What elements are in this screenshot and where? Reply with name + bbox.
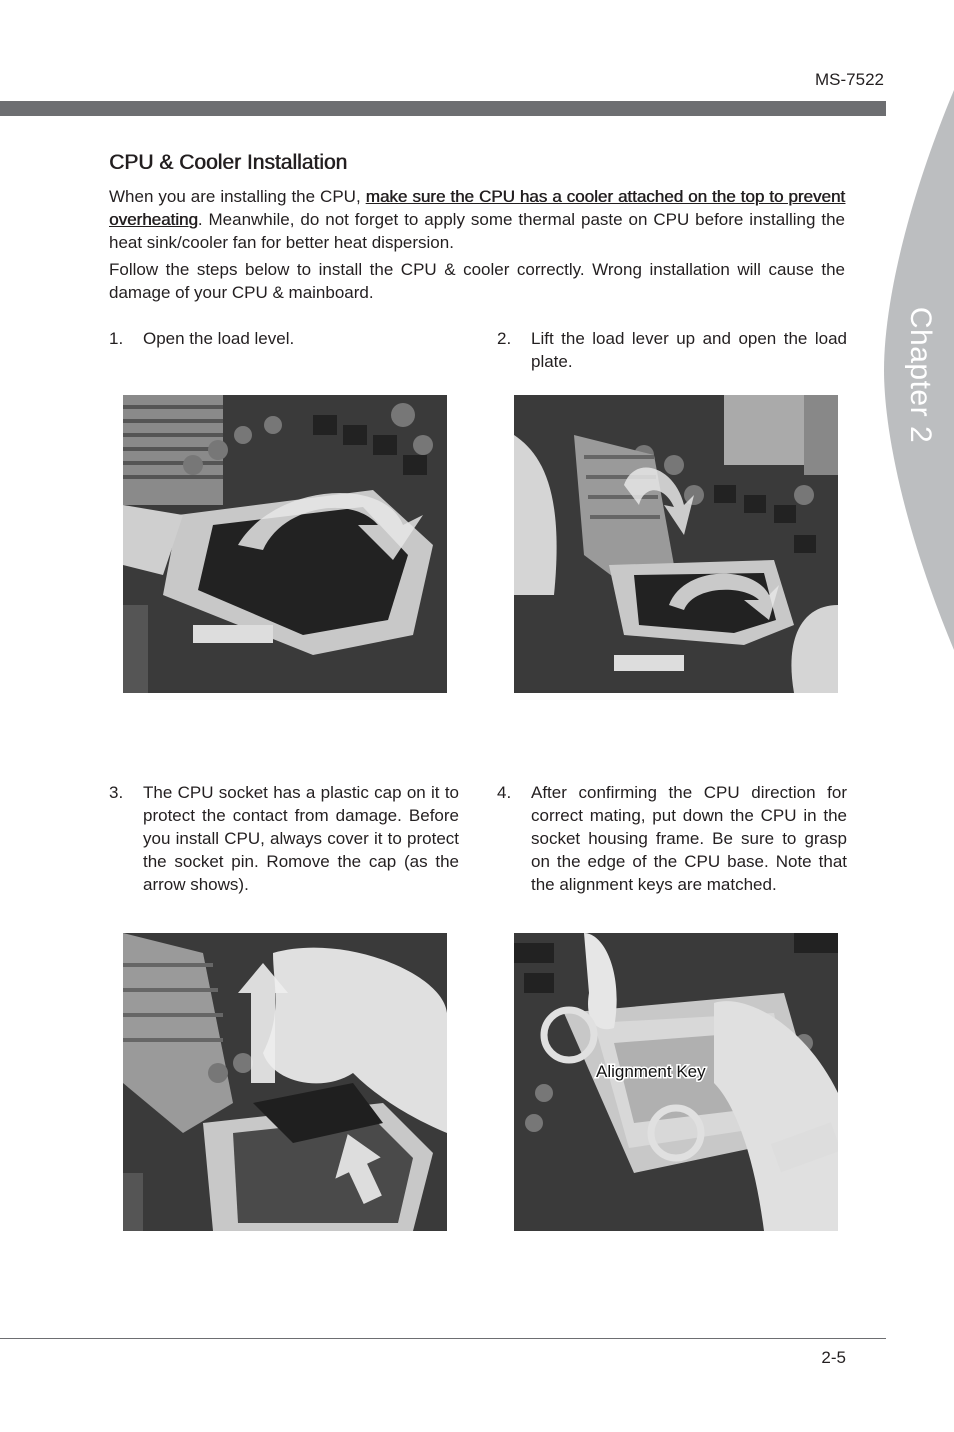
- alignment-key-label: Alignment Key: [596, 1062, 706, 1081]
- follow-paragraph: Follow the steps below to install the CPU & cooler correctly. Wrong installation will cause the damage of your CPU & mainboard.: [109, 260, 845, 302]
- intro-after: . Meanwhile, do not forget to apply some thermal paste on CPU before installing the heat sink/cooler fan for better heat dispersion.: [109, 210, 845, 252]
- photo-remove-socket-cap: [123, 933, 447, 1231]
- chapter-label: [890, 300, 950, 450]
- step-number: 4.: [497, 783, 512, 802]
- step-text: After confirming the CPU direction for correct mating, put down the CPU in the socket housing frame. Be sure to grasp on the edge of the CPU base. Note that the alignment keys are matched.: [531, 783, 847, 894]
- step-number: 1.: [109, 329, 124, 348]
- intro-emphasis: make sure the CPU has a cooler attached on the top to prevent overheating: [109, 187, 845, 229]
- photo-lift-load-lever: [514, 395, 838, 693]
- step-4: [497, 781, 847, 896]
- step-text: Open the load level.: [143, 329, 295, 348]
- footer-rule: [0, 1338, 886, 1339]
- step-text: Lift the load lever up and open the load plate.: [531, 329, 847, 371]
- model-number: MS-7522: [815, 70, 884, 89]
- intro-paragraph: [109, 185, 845, 254]
- photo-open-load-lever: [123, 395, 447, 693]
- photo-place-cpu: [514, 933, 838, 1231]
- step-number: 3.: [109, 783, 124, 802]
- header-bar: [0, 101, 886, 116]
- step-number: 2.: [497, 329, 512, 348]
- step-2: [497, 327, 847, 373]
- step-3: [109, 781, 459, 896]
- step-1: [109, 327, 459, 350]
- section-title: CPU & Cooler Installation: [109, 151, 348, 174]
- intro-before: When you are installing the CPU,: [109, 187, 366, 206]
- step-text: The CPU socket has a plastic cap on it to protect the contact from damage. Before you install CPU, always cover it to protect the socket pin. Romove the cap (as the arrow shows).: [143, 783, 459, 894]
- page-number: 2-5: [821, 1348, 846, 1367]
- chapter-label-text: Chapter 2: [904, 306, 937, 444]
